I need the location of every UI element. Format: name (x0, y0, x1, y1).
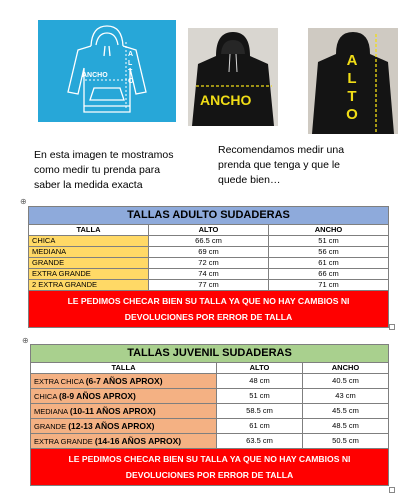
size-age-range: (12-13 AÑOS APROX) (68, 420, 155, 431)
size-ancho: 50.5 cm (303, 434, 389, 449)
header-ancho: ANCHO (269, 225, 389, 236)
caption-right-line: Recomendamos medir una (218, 144, 345, 156)
table-row (29, 280, 389, 291)
caption-right-line: prenda que tenga y que le (218, 159, 341, 171)
size-age-range: (8-9 AÑOS APROX) (59, 390, 136, 401)
size-ancho: 66 cm (269, 269, 389, 280)
hoodie-back-alto-label: A L T O (346, 52, 358, 123)
diagram-ancho-label: ANCHO (82, 72, 108, 79)
size-alto: 69 cm (149, 247, 269, 258)
size-name: CHICA (34, 391, 57, 401)
hoodie-outline-diagram (38, 20, 176, 122)
size-ancho: 51 cm (269, 236, 389, 247)
size-name: EXTRA GRANDE (34, 436, 93, 446)
size-ancho: 43 cm (303, 389, 389, 404)
size-cell (31, 404, 217, 419)
size-cell (31, 434, 217, 449)
size-cell (31, 419, 217, 434)
table-move-handle[interactable]: ⊕ (22, 336, 29, 345)
measurement-diagram-image (38, 20, 176, 122)
hoodie-back-photo (308, 28, 398, 134)
warning-row (29, 291, 389, 328)
size-name: EXTRA GRANDE (29, 269, 149, 280)
table-header-row (31, 363, 389, 374)
adult-table-title: TALLAS ADULTO SUDADERAS (29, 207, 389, 225)
size-alto: 58.5 cm (217, 404, 303, 419)
size-alto: 66.5 cm (149, 236, 269, 247)
youth-size-table (30, 344, 389, 486)
table-title-row (31, 345, 389, 363)
size-cell (31, 374, 217, 389)
size-name: CHICA (29, 236, 149, 247)
header-ancho: ANCHO (303, 363, 389, 374)
size-age-range: (6-7 AÑOS APROX) (85, 375, 163, 386)
caption-right-line: quede bien… (218, 174, 281, 186)
youth-table-title: TALLAS JUVENIL SUDADERAS (31, 345, 389, 363)
size-alto: 77 cm (149, 280, 269, 291)
caption-left-line: saber la medida exacta (34, 179, 143, 191)
size-name: EXTRA CHICA (34, 376, 84, 386)
caption-left-line: como medir tu prenda para (34, 164, 161, 176)
table-title-row (29, 207, 389, 225)
header-talla: TALLA (31, 363, 217, 374)
caption-right (218, 143, 386, 188)
diagram-alto-label: A L T O (128, 51, 134, 85)
size-alto: 61 cm (217, 419, 303, 434)
table-header-row (29, 225, 389, 236)
size-name: GRANDE (29, 258, 149, 269)
size-alto: 48 cm (217, 374, 303, 389)
table-move-handle[interactable]: ⊕ (20, 197, 27, 206)
size-ancho: 56 cm (269, 247, 389, 258)
size-alto: 74 cm (149, 269, 269, 280)
table-row (31, 389, 389, 404)
adult-size-table (28, 206, 389, 328)
size-alto: 51 cm (217, 389, 303, 404)
size-age-range: (10-11 AÑOS APROX) (69, 405, 156, 416)
size-alto: 63.5 cm (217, 434, 303, 449)
table-row (29, 247, 389, 258)
size-name: MEDIANA (34, 406, 68, 416)
table-resize-handle[interactable] (389, 487, 395, 493)
table-row (29, 258, 389, 269)
size-ancho: 61 cm (269, 258, 389, 269)
table-row (31, 419, 389, 434)
table-row (29, 269, 389, 280)
caption-left-line: En esta imagen te mostramos (34, 149, 174, 161)
size-ancho: 71 cm (269, 280, 389, 291)
table-row (31, 404, 389, 419)
header-alto: ALTO (217, 363, 303, 374)
size-age-range: (14-16 AÑOS APROX) (94, 435, 182, 446)
header-talla: TALLA (29, 225, 149, 236)
table-row (29, 236, 389, 247)
table-resize-handle[interactable] (389, 324, 395, 330)
table-row (31, 434, 389, 449)
hoodie-front-image (188, 28, 278, 126)
size-cell (31, 389, 217, 404)
size-ancho: 40.5 cm (303, 374, 389, 389)
hoodie-front-photo (188, 28, 278, 126)
adult-warning-banner: LE PEDIMOS CHECAR BIEN SU TALLA YA QUE NO HAY CAMBIOS NI DEVOLUCIONES POR ERROR DE TALLA (29, 291, 389, 328)
caption-left (34, 148, 202, 193)
size-ancho: 48.5 cm (303, 419, 389, 434)
table-row (31, 374, 389, 389)
size-ancho: 45.5 cm (303, 404, 389, 419)
warning-row (31, 449, 389, 486)
header-alto: ALTO (149, 225, 269, 236)
size-name: 2 EXTRA GRANDE (29, 280, 149, 291)
size-name: MEDIANA (29, 247, 149, 258)
youth-warning-banner: LE PEDIMOS CHECAR BIEN SU TALLA YA QUE NO HAY CAMBIOS NI DEVOLUCIONES POR ERROR DE TALLA (31, 449, 389, 486)
hoodie-front-ancho-label: ANCHO (200, 92, 252, 108)
size-name: GRANDE (34, 421, 67, 431)
size-alto: 72 cm (149, 258, 269, 269)
